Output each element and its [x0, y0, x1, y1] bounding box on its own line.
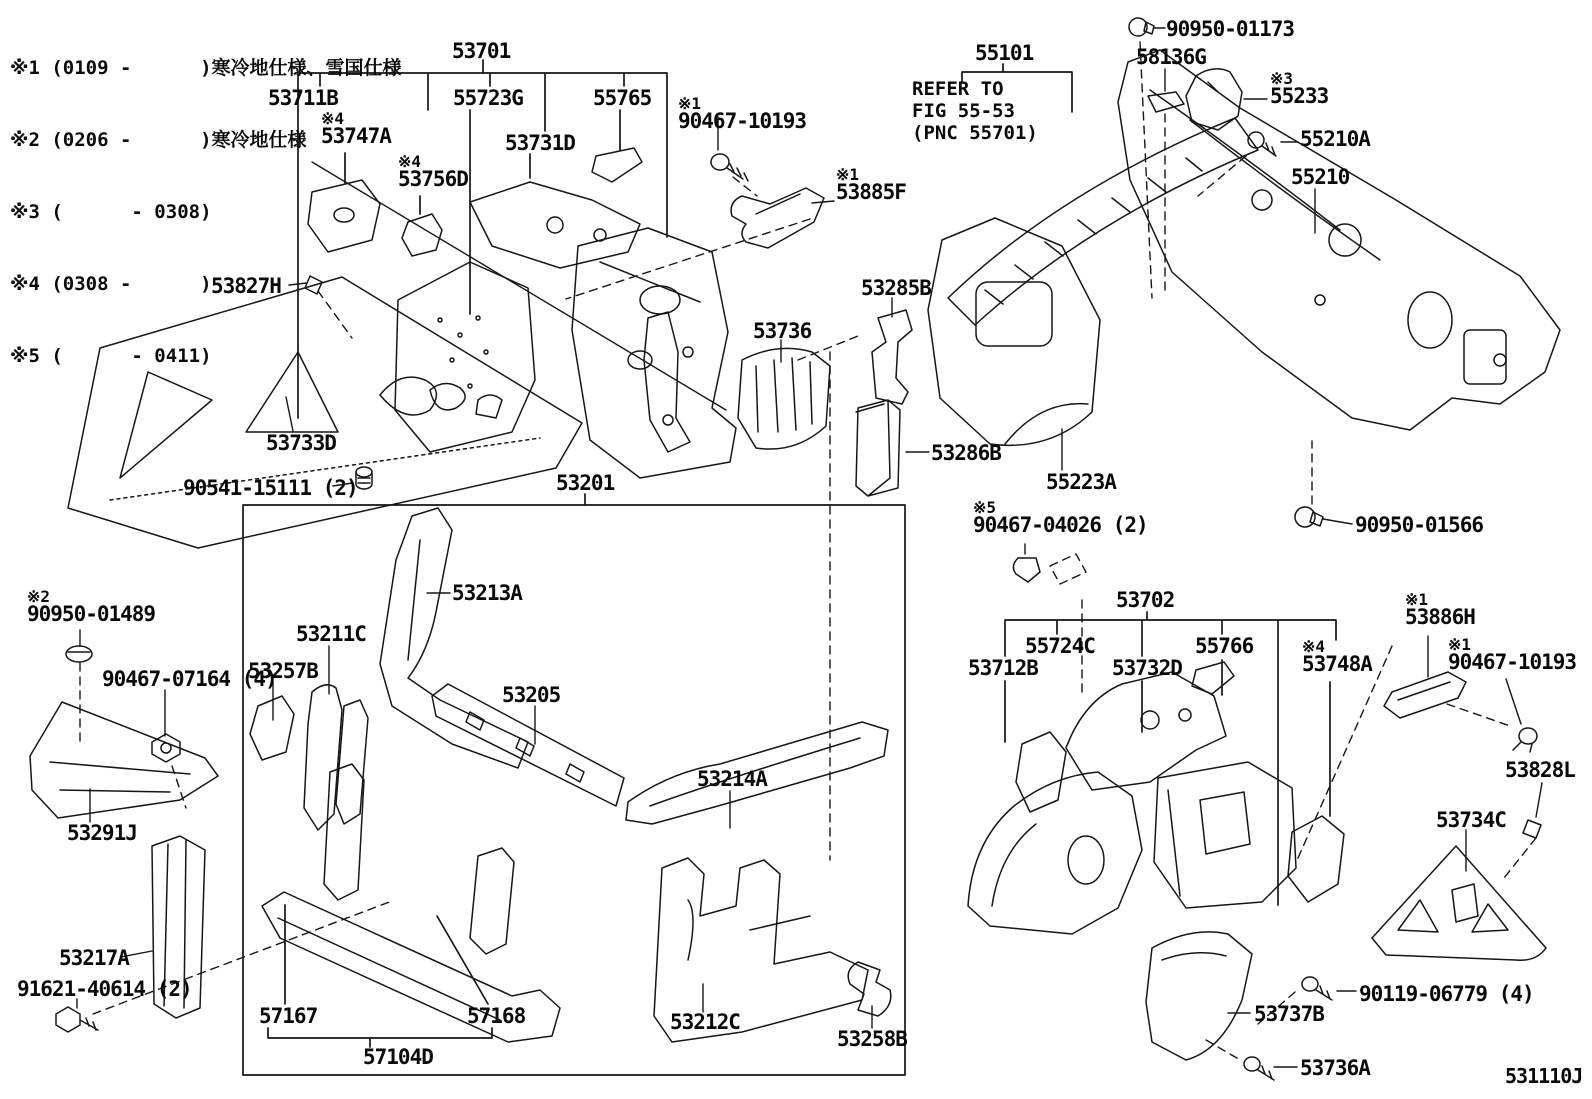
- part-drawing-clip-90950-01173: [1129, 18, 1154, 36]
- part-drawing-clip-90950-01489: [66, 646, 92, 662]
- part-drawing-53737b: [1146, 932, 1252, 1060]
- part-label-55223a: 55223A: [1046, 470, 1116, 494]
- variant-mark: ※4: [398, 152, 422, 171]
- part-drawing-55723g: [644, 312, 690, 452]
- part-drawing-clip-90467-04026: [1013, 558, 1040, 582]
- part-drawing-apron-center: [395, 262, 535, 452]
- part-label-53201: 53201: [556, 471, 615, 495]
- variant-mark: ※1: [836, 165, 860, 184]
- reference-note: REFER TO FIG 55-53 (PNC 55701): [912, 78, 1038, 144]
- part-label-53885f: ※1 53885F: [836, 165, 906, 204]
- part-drawing-53286b: [856, 400, 900, 496]
- part-label-90950-01173: 90950-01173: [1166, 17, 1295, 41]
- part-drawing-53748a: [1288, 816, 1344, 902]
- legend-text: (0206 - )寒冷地仕様: [39, 129, 307, 151]
- variant-mark: ※4: [321, 109, 345, 128]
- part-label-55210: 55210: [1291, 165, 1350, 189]
- part-drawing-57168-pillar: [470, 848, 514, 954]
- part-drawing-screw-90119-06779: [1302, 977, 1332, 1000]
- part-drawing-apron-tall: [572, 228, 736, 478]
- part-drawing-53736: [738, 348, 830, 449]
- part-label-53257b: 53257B: [248, 659, 318, 683]
- legend-mark: ※4: [10, 273, 40, 295]
- part-label-91621-40614: 91621-40614 (2): [17, 977, 192, 1001]
- part-drawing-screw-90467-10193-left: [711, 154, 748, 181]
- part-label-55723g: 55723G: [453, 86, 523, 110]
- part-drawing-screw-90467-10193-right: [1513, 728, 1537, 752]
- part-drawing-53886h: [1384, 672, 1466, 718]
- part-label-53734c: 53734C: [1436, 808, 1506, 832]
- part-label-90541-15111: 90541-15111 (2): [183, 476, 358, 500]
- part-label-55765: 55765: [593, 86, 652, 110]
- part-label-53748a: ※4 53748A: [1302, 637, 1372, 676]
- part-label-57168: 57168: [467, 1004, 526, 1028]
- variant-mark: ※5: [973, 498, 997, 517]
- part-drawing-57167-strip: [324, 764, 364, 900]
- part-drawing-55765: [592, 148, 642, 182]
- part-drawing-apron-tub: [1154, 762, 1296, 908]
- part-label-90467-04026: ※5 90467-04026 (2): [973, 498, 1148, 537]
- part-label-53827h: 53827H: [211, 274, 281, 298]
- part-label-55210a: 55210A: [1300, 127, 1370, 151]
- variant-mark: ※1: [1405, 590, 1429, 609]
- part-label-55766: 55766: [1195, 634, 1254, 658]
- part-drawing-53702-wheelhouse: [968, 772, 1142, 934]
- part-label-53258b: 53258B: [837, 1027, 907, 1051]
- part-label-53732d: 53732D: [1112, 656, 1182, 680]
- legend-mark: ※3: [10, 201, 40, 223]
- part-label-90950-01489: ※2 90950-01489: [27, 587, 156, 626]
- part-drawing-clip-90950-01566: [1295, 507, 1323, 527]
- part-drawing-53213a: [380, 508, 528, 768]
- part-label-57167: 57167: [259, 1004, 318, 1028]
- part-drawing-53828l: [1523, 820, 1541, 838]
- part-label-90467-07164: 90467-07164 (4): [102, 667, 277, 691]
- part-label-53217a: 53217A: [59, 946, 129, 970]
- part-drawing-cowl-top-55101: [948, 118, 1258, 325]
- variant-mark: ※3: [1270, 69, 1294, 88]
- legend-text: (0308 - ): [39, 273, 212, 295]
- part-drawing-screw-53736a: [1244, 1057, 1274, 1080]
- legend-text: ( - 0411): [39, 345, 212, 367]
- part-label-53736: 53736: [753, 319, 812, 343]
- part-drawing-53712b: [1016, 732, 1066, 812]
- part-label-53702: 53702: [1116, 588, 1175, 612]
- legend-text: ( - 0308): [39, 201, 212, 223]
- part-drawing-53734c: [1372, 846, 1546, 960]
- part-label-53747a: ※4 53747A: [321, 109, 391, 148]
- part-drawing-53258b: [848, 962, 891, 1016]
- part-label-53205: 53205: [502, 683, 561, 707]
- legend-row: [10, 344, 402, 368]
- part-drawing-55223a: [928, 218, 1100, 445]
- part-label-53212c: 53212C: [670, 1010, 740, 1034]
- part-label-53285b: 53285B: [861, 276, 931, 300]
- variant-mark: ※2: [27, 587, 51, 606]
- part-label-55233: ※3 55233: [1270, 69, 1329, 108]
- part-label-53711b: 53711B: [268, 86, 338, 110]
- part-drawing-53257b: [250, 696, 294, 760]
- part-label-90950-01566: 90950-01566: [1355, 513, 1484, 537]
- part-label-53701: 53701: [452, 39, 511, 63]
- part-label-53291j: 53291J: [67, 821, 137, 845]
- part-label-53731d: 53731D: [505, 131, 575, 155]
- part-label-53286b: 53286B: [931, 441, 1001, 465]
- part-label-55101: 55101: [975, 41, 1034, 65]
- part-drawing-53291j: [30, 702, 218, 818]
- part-drawing-dash-panel-55210: [1118, 50, 1560, 430]
- diagram-id: 531110J: [1505, 1064, 1583, 1088]
- part-label-53211c: 53211C: [296, 622, 366, 646]
- legend-row: [10, 200, 402, 224]
- part-label-90119-06779: 90119-06779 (4): [1359, 982, 1534, 1006]
- part-drawing-53731d: [470, 182, 640, 268]
- part-label-53733d: 53733D: [266, 431, 336, 455]
- legend-mark: ※1: [10, 57, 40, 79]
- part-drawing-53211c: [304, 685, 368, 830]
- part-label-53712b: 53712B: [968, 656, 1038, 680]
- part-label-53886h: ※1 53886H: [1405, 590, 1475, 629]
- part-label-53213a: 53213A: [452, 581, 522, 605]
- part-label-90467-10193-a: ※1 90467-10193: [678, 94, 807, 133]
- legend-text: (0109 - )寒冷地仕様、雪国仕様: [39, 57, 402, 79]
- legend-row: [10, 56, 402, 80]
- part-label-57104d: 57104D: [363, 1045, 433, 1069]
- variant-mark: ※4: [1302, 637, 1326, 656]
- part-label-53736a: 53736A: [1300, 1056, 1370, 1080]
- legend-mark: ※2: [10, 129, 40, 151]
- part-drawing-53285b: [872, 310, 912, 404]
- part-label-55724c: 55724C: [1025, 634, 1095, 658]
- part-label-53737b: 53737B: [1254, 1002, 1324, 1026]
- variant-legend: [10, 8, 402, 416]
- part-label-90467-10193-b: ※1 90467-10193: [1448, 635, 1577, 674]
- part-drawing-90541-15111: [356, 467, 372, 489]
- variant-mark: ※1: [678, 94, 702, 113]
- part-drawing-53885f: [731, 188, 824, 248]
- part-drawing-55766: [1192, 662, 1234, 694]
- part-label-53214a: 53214A: [697, 767, 767, 791]
- legend-row: [10, 272, 402, 296]
- part-label-58136g: 58136G: [1136, 45, 1206, 69]
- part-drawing-bolt-91621: [56, 1007, 98, 1032]
- legend-mark: ※5: [10, 345, 40, 367]
- variant-mark: ※1: [1448, 635, 1472, 654]
- part-label-53828l: 53828L: [1505, 758, 1575, 782]
- part-label-53756d: ※4 53756D: [398, 152, 468, 191]
